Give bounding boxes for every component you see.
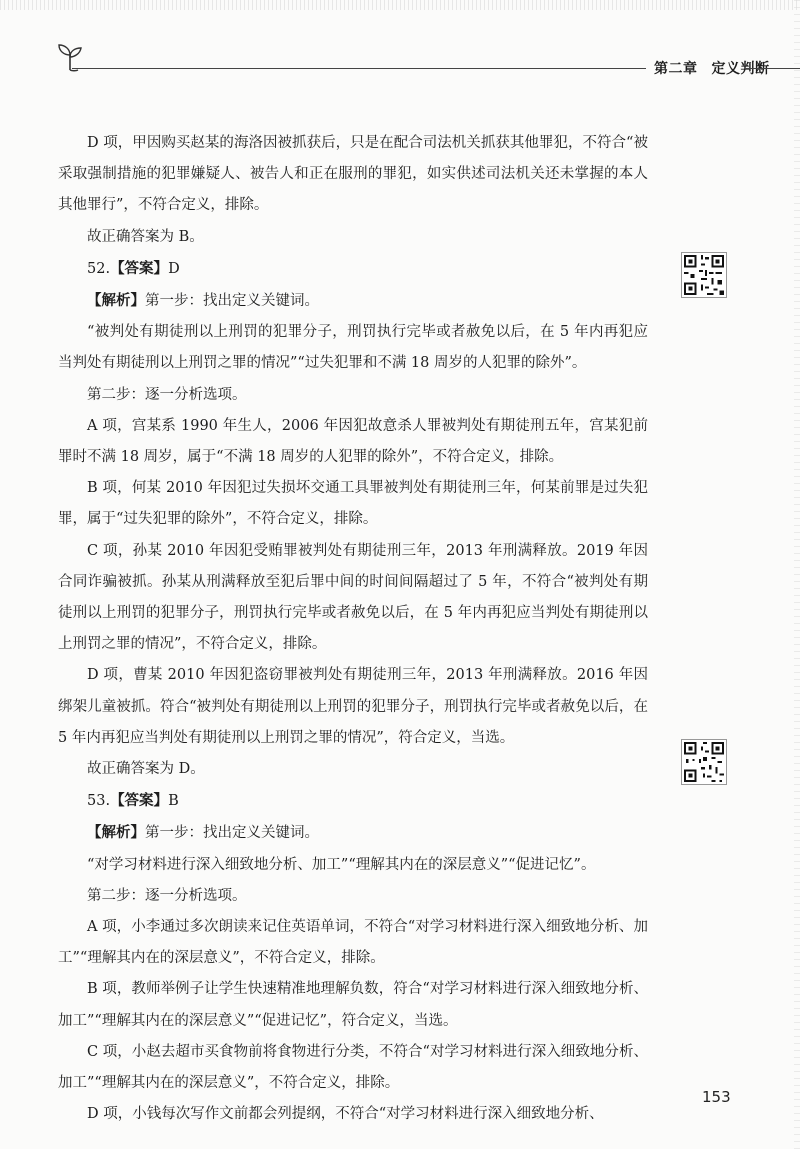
page-header	[50, 40, 800, 80]
paragraph: B 项，何某 2010 年因犯过失损坏交通工具罪被判处有期徒刑三年，何某前罪是过失犯罪，属于“过失犯罪的除外”，不符合定义，排除。	[58, 480, 648, 528]
paragraph: 故正确答案为 D。	[87, 761, 205, 778]
answer-label: 【答案】	[110, 792, 169, 810]
analysis-53: 【解析】第一步：找出定义关键词。	[87, 824, 319, 842]
paragraph: 第二步：逐一分析选项。	[87, 887, 247, 904]
analysis-52: 【解析】第一步：找出定义关键词。	[87, 292, 319, 310]
paragraph: D 项，小钱每次写作文前都会列提纲，不符合“对学习材料进行深入细致地分析、	[87, 1106, 604, 1123]
answer-53: 53.【答案】B	[87, 792, 179, 810]
paragraph: 第二步：逐一分析选项。	[87, 386, 247, 403]
section-title: 定义判断	[711, 61, 770, 77]
page-content	[58, 128, 648, 1131]
paragraph: “被判处有期徒刑以上刑罚的犯罪分子，刑罚执行完毕或者赦免以后，在 5 年内再犯应当判处有期徒刑以上刑罚之罪的情况”“过失犯罪和不满 18 周岁的人犯罪的除外”。	[58, 324, 648, 372]
analysis-label: 【解析】	[87, 292, 145, 310]
paragraph: 故正确答案为 B。	[87, 228, 204, 245]
paragraph: C 项，小赵去超市买食物前将食物进行分类，不符合“对学习材料进行深入细致地分析、加工”“理解其内在的深层意义”，不符合定义，排除。	[58, 1043, 648, 1092]
answer-label: 【答案】	[110, 259, 169, 277]
paragraph: “对学习材料进行深入细致地分析、加工”“理解其内在的深层意义”“促进记忆”。	[87, 856, 596, 873]
page-number: 153	[702, 1088, 731, 1106]
header-rule-right	[745, 68, 800, 69]
header-rule	[72, 68, 646, 69]
paragraph: A 项，宫某系 1990 年生人，2006 年因犯故意杀人罪被判处有期徒刑五年，宫某犯前罪时不满 18 周岁，属于“不满 18 周岁的人犯罪的除外”，不符合定义，排除。	[58, 417, 648, 466]
qr-code-icon[interactable]	[681, 739, 727, 785]
analysis-label: 【解析】	[87, 824, 145, 842]
paragraph: C 项，孙某 2010 年因犯受贿罪被判处有期徒刑三年，2013 年刑满释放。2019 年因合同诈骗被抓。孙某从刑满释放至犯后罪中间的时间间隔超过了 5 年，不符合“被判处有期徒刑以上刑罚的犯罪分子，刑罚执行完毕或者赦免以后，在 5 年内再犯应当判处有期徒刑以上刑罚之罪的情况”，不符合定义，排除。	[58, 542, 648, 653]
answer-52: 52.【答案】D	[87, 259, 180, 277]
scan-edge-top	[0, 0, 800, 10]
chapter-number: 第二章	[654, 61, 698, 77]
qr-code-icon[interactable]	[681, 252, 727, 298]
paragraph: D 项，甲因购买赵某的海洛因被抓获后，只是在配合司法机关抓获其他罪犯，不符合“被采取强制措施的犯罪嫌疑人、被告人和正在服刑的罪犯，如实供述司法机关还未掌握的本人其他罪行”，不符合定义，排除。	[58, 135, 648, 214]
scan-edge-right	[794, 0, 800, 1149]
paragraph: B 项，教师举例子让学生快速精准地理解负数，符合“对学习材料进行深入细致地分析、加工”“理解其内在的深层意义”“促进记忆”，符合定义，当选。	[58, 981, 648, 1029]
paragraph: D 项，曹某 2010 年因犯盗窃罪被判处有期徒刑三年，2013 年刑满释放。2016 年因绑架儿童被抓。符合“被判处有期徒刑以上刑罚的犯罪分子，刑罚执行完毕或者赦免以后，在 5 年内再犯应当判处有期徒刑以上刑罚之罪的情况”，符合定义，当选。	[58, 667, 648, 746]
paragraph: A 项，小李通过多次朗读来记住英语单词，不符合“对学习材料进行深入细致地分析、加工”“理解其内在的深层意义”，不符合定义，排除。	[58, 919, 648, 967]
